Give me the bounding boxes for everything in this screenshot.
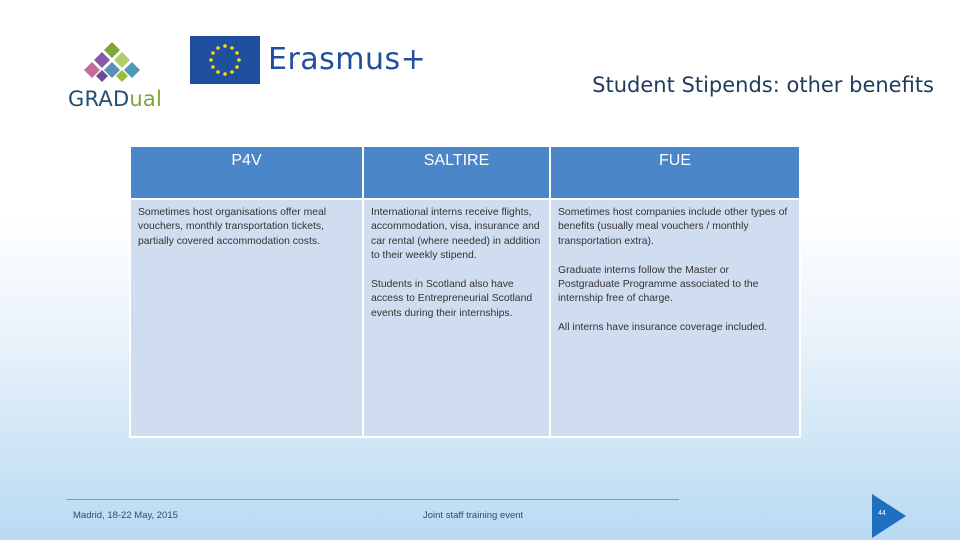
erasmus-wordmark: Erasmus+ [268,42,427,77]
footer-divider [66,499,679,500]
erasmus-plus-logo [190,36,430,86]
column-header-saltire: SALTIRE [363,146,550,199]
benefits-table [129,145,801,438]
cell-paragraph: Sometimes host organisations offer meal vouchers, monthly transportation tickets, partially covered accommodation costs. [138,207,327,247]
cell-paragraph: International interns receive flights, accommodation, visa, insurance and car rental (where needed) in addition to their weekly stipend. [371,207,541,262]
footer-event-name: Joint staff training event [423,510,524,521]
gradual-diamond-icon [82,40,142,86]
gradual-logo [68,40,178,110]
table-header-row [130,146,800,199]
eu-flag-icon [190,36,260,84]
slide-title: Student Stipends: other benefits [592,73,934,97]
footer-date-location: Madrid, 18-22 May, 2015 [73,510,178,521]
column-header-fue: FUE [550,146,800,199]
cell-paragraph: Graduate interns follow the Master or Postgraduate Programme associated to the internship free of charge. [558,264,759,305]
cell-fue [550,199,800,437]
table-body-row [130,199,800,437]
column-header-p4v: P4V [130,146,363,199]
cell-paragraph: Students in Scotland also have access to Entrepreneurial Scotland events during their internships. [371,279,533,319]
gradual-wordmark-part2: ual [129,87,162,111]
cell-paragraph: All interns have insurance coverage included. [558,322,768,334]
gradual-wordmark-part1: GRAD [68,87,130,111]
cell-paragraph: Sometimes host companies include other types of benefits (usually meal vouchers / monthly transportation extra). [558,207,788,247]
cell-saltire [363,199,550,437]
page-number: 44 [878,510,886,517]
gradual-wordmark [68,87,162,111]
cell-p4v [130,199,363,437]
